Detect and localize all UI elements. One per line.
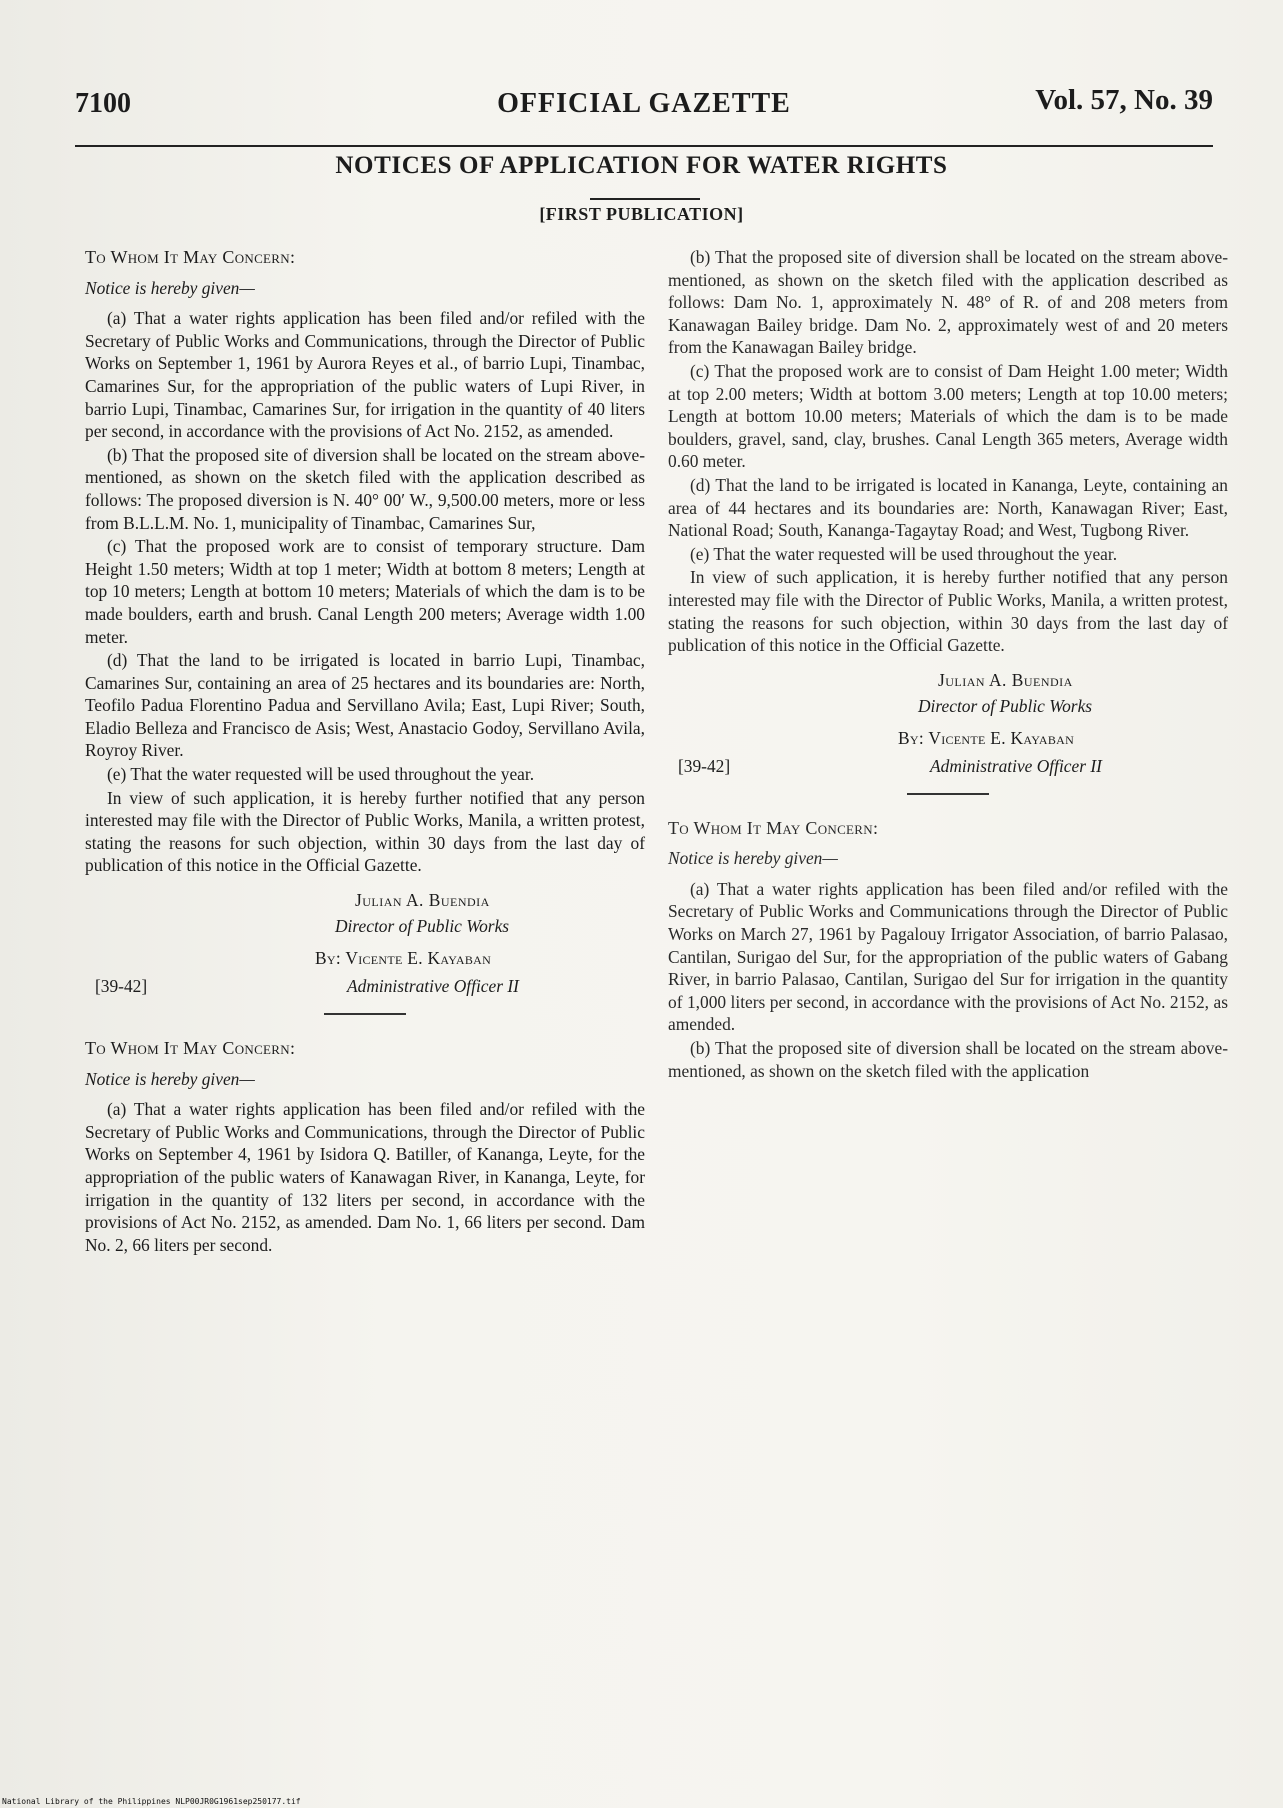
- by-line: By: Vicente E. Kayaban: [898, 727, 1075, 748]
- paragraph-b: (b) That the proposed site of diversion shall be located on the stream above-mentioned, as shown on the sketch filed with the application described as follows: The proposed diversion is N. 40° 00′ W., 9,500.00 meters, more or less from B.L.L.M. No. 1, municipality of Tinambac, Camarines Sur,: [85, 444, 645, 533]
- scan-footer: National Library of the Philippines NLP00JR0G1961sep250177.tif: [2, 1797, 301, 1806]
- publication-tag: [FIRST PUBLICATION]: [539, 204, 744, 224]
- paragraph-c: (c) That the proposed work are to consist of Dam Height 1.00 meter; Width at top 2.00 meters; Width at bottom 3.00 meters; Length at top 10.00 meters; Length at bottom 10.00 meters; Materials of which the dam is to be made boulders, gravel, sand, clay, brushes. Canal Length 365 meters, Average width 0.60 meter.: [668, 360, 1228, 472]
- salutation: To Whom It May Concern:: [668, 817, 879, 838]
- by-line: By: Vicente E. Kayaban: [315, 948, 492, 969]
- by-title: Administrative Officer II: [930, 755, 1102, 776]
- protest-paragraph: In view of such application, it is hereby further notified that any person interested may file with the Director of Public Works, Manila, a written protest, stating the reasons for such objection, within 30 days from the last day of publication of this notice in the Official Gazette.: [85, 787, 645, 876]
- signature-block: [668, 669, 1228, 791]
- notice-3: [668, 817, 1228, 1083]
- paragraph-e: (e) That the water requested will be used throughout the year.: [690, 543, 1118, 564]
- notice-intro: Notice is hereby given—: [668, 848, 838, 869]
- section-title: NOTICES OF APPLICATION FOR WATER RIGHTS: [335, 152, 948, 179]
- running-head: [75, 84, 1213, 128]
- signatory-name: Julian A. Buendia: [355, 890, 490, 911]
- notice-intro: Notice is hereby given—: [85, 1068, 255, 1089]
- paragraph-d: (d) That the land to be irrigated is located in barrio Lupi, Tinambac, Camarines Sur, containing an area of 25 hectares and its boundaries are: North, Teofilo Padua Florentino Padua and Servillano Avila; East, Lupi River; South, Eladio Belleza and Francisco de Asis; West, Anastacio Godoy, Servillano Avila, Royroy River.: [85, 650, 645, 761]
- separator-rule: [907, 793, 989, 795]
- paragraph-a: (a) That a water rights application has been filed and/or refiled with the Secretary of Public Works and Communications through the Director of Public Works on March 27, 1961 by Pagalouy Irrigator Association, of barrio Palasao, Cantilan, Surigao del Sur, for the appropriation of the public waters of Gabang River, in barrio Palasao, Cantilan, Surigao del Sur for irrigation in the quantity of 1,000 liters per second, in accordance with the provisions of Act No. 2152, as amended.: [668, 878, 1228, 1035]
- paragraph-c: (c) That the proposed work are to consist of temporary structure. Dam Height 1.50 meters; Width at top 1 meter; Width at bottom 8 meters; Length at top 10 meters; Length at bottom 10 meters; Materials of which the dam is to be made boulders, earth and brush. Canal Length 200 meters; Average width 1.00 meter.: [85, 536, 645, 647]
- page-number: 7100: [75, 88, 131, 119]
- salutation: To Whom It May Concern:: [85, 1038, 296, 1059]
- left-column: [85, 246, 645, 1257]
- separator-rule: [324, 1013, 406, 1015]
- notice-1: [85, 246, 645, 1015]
- right-column: [668, 246, 1228, 1083]
- salutation: To Whom It May Concern:: [85, 247, 296, 267]
- paragraph-a: (a) That a water rights application has been filed and/or refiled with the Secretary of Public Works and Communications, through the Director of Public Works on September 4, 1961 by Isidora Q. Batiller, of Kananga, Leyte, for the appropriation of the public waters of Kanawagan River, in Kananga, Leyte, for irrigation in the quantity of 132 liters per second, in accordance with the provisions of Act No. 2152, as amended. Dam No. 1, 66 liters per second. Dam No. 2, 66 liters per second.: [85, 1099, 645, 1255]
- signatory-title: Director of Public Works: [335, 916, 510, 937]
- reference-number: [39-42]: [678, 755, 731, 776]
- paragraph-b: (b) That the proposed site of diversion shall be located on the stream above-mentioned, as shown on the sketch filed with the application described as follows: Dam No. 1, approximately N. 48° of R. of and 208 meters from Kanawagan Bailey bridge. Dam No. 2, approximately west of and 20 meters from the Kanawagan Bailey bridge.: [668, 247, 1228, 358]
- notice-2-continued: [668, 246, 1228, 795]
- signatory-name: Julian A. Buendia: [938, 669, 1073, 690]
- by-title: Administrative Officer II: [347, 976, 519, 997]
- protest-paragraph: In view of such application, it is hereby further notified that any person interested may file with the Director of Public Works, Manila, a written protest, stating the reasons for such objection, within 30 days from the last day of publication of this notice in the Official Gazette.: [668, 567, 1228, 656]
- notice-2: [85, 1037, 645, 1256]
- paragraph-d: (d) That the land to be irrigated is located in Kananga, Leyte, containing an area of 44 hectares and its boundaries are: North, Kanawagan River; East, National Road; South, Kananga-Tagaytay Road; and West, Tugbong River.: [668, 474, 1228, 541]
- volume-label: Vol. 57, No. 39: [1035, 84, 1213, 116]
- header-rule: [75, 145, 1213, 147]
- notice-intro: Notice is hereby given—: [85, 277, 255, 298]
- signatory-title: Director of Public Works: [918, 695, 1093, 716]
- publication-title: OFFICIAL GAZETTE: [497, 88, 791, 119]
- paragraph-e: (e) That the water requested will be used throughout the year.: [107, 764, 535, 785]
- title-rule: [590, 198, 700, 200]
- signature-block: [85, 889, 645, 1011]
- paragraph-a: (a) That a water rights application has been filed and/or refiled with the Secretary of Public Works and Communications, through the Director of Public Works on September 1, 1961 by Aurora Reyes et al., of barrio Lupi, Tinambac, Camarines Sur, for the appropriation of the public waters of Lupi River, in barrio Lupi, Tinambac, Camarines Sur, for irrigation in the quantity of 40 liters per second, in accordance with the provisions of Act No. 2152, as amended.: [85, 308, 645, 442]
- paragraph-b: (b) That the proposed site of diversion shall be located on the stream above-mentioned, as shown on the sketch filed with the application: [668, 1038, 1228, 1081]
- reference-number: [39-42]: [95, 976, 148, 997]
